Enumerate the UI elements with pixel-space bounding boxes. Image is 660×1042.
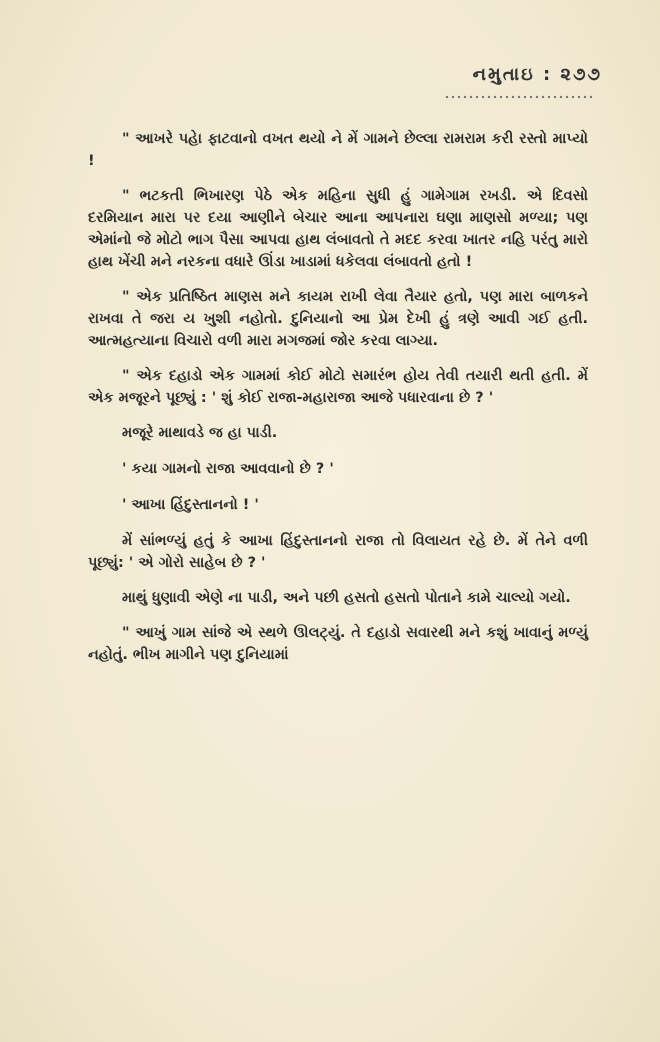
paragraph: ' આખા હિંદુસ્તાનનો ! ' — [122, 497, 259, 513]
paragraph: માથું ધુણાવી એણે ના પાડી, અને પછી હસતો હસતો પોતાને કામે ચાલ્યો ગયો. — [122, 590, 571, 606]
page-body — [88, 128, 588, 679]
paragraph: " આખરે પહેા ફાટવાનો વખત થયો ને મેં ગામને છેલ્લા રામરામ કરી રસ્તો માપ્યો ! — [88, 131, 588, 169]
paragraph: " આખું ગામ સાંજે એ સ્થળે ઊલટ્યું. તે દહાડો સવારથી મને કશું ખાવાનું મળ્યું નહોતું. ભીખ માગીને પણ દુનિયામાં — [88, 625, 588, 663]
running-header: નમુતાઇ : ૨૭૭ — [472, 64, 602, 85]
paragraph: " એક દહાડો એક ગામમાં કોઈ મોટો સમારંભ હોય તેવી તયારી થતી હતી. મેં એક મજૂરને પૂછ્યું : ' શું કોઈ રાજા-મહારાજા આજે પધારવાના છે ? ' — [88, 368, 588, 406]
paragraph: મજૂરે માથાવડે જ હા પાડી. — [122, 425, 278, 441]
paragraph: ' કયા ગામનો રાજા આવવાનો છે ? ' — [122, 461, 334, 477]
paragraph: " ભટકતી ભિખારણ પેઠે એક મહિના સુધી હું ગામેગામ રખડી. એ દિવસો દરમિયાન મારા પર દયા આણીને બેચાર આના આપનારા ઘણા માણસો મળ્યા; પણ એમાંનો જે મોટો ભાગ પૈસા આપવા હાથ લંબાવતો તે મદદ કરવા ખાતર નહિ પરંતુ મારો હાથ ખેંચી મને નરકના વધારે ઊંડા ખાડામાં ધકેલવા લંબાવતો હતો ! — [88, 188, 588, 270]
paragraph: " એક પ્રતિષ્ઠિત માણસ મને કાયમ રાખી લેવા તૈયાર હતો, પણ મારા બાળકને રાખવા તે જરા ય ખુશી નહોતો. દુનિયાનો આ પ્રેમ દેખી હું ત્રણે આવી ગઈ હતી. આત્મહત્યાના વિચારો વળી મારા મગજમાં જોર કરવા લાગ્યા. — [88, 289, 588, 349]
header-underline — [444, 94, 594, 100]
paragraph: મેં સાંભળ્યું હતું કે આખા હિંદુસ્તાનનો રાજા તો વિલાયત રહે છે. મેં તેને વળી પૂછ્યું: ' એ ગોરો સાહેબ છે ? ' — [88, 533, 588, 571]
